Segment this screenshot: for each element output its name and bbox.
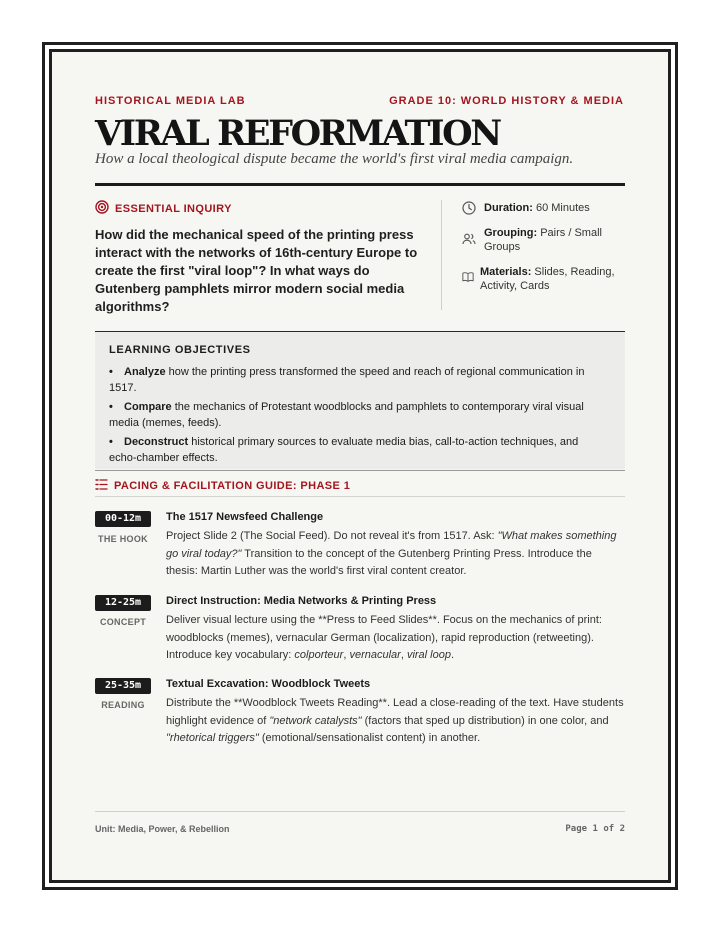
time-badge: 12-25m [95,595,151,611]
objective-verb: Analyze [124,366,166,378]
duration-value: 60 Minutes [535,202,590,214]
time-badge: 00-12m [95,511,151,527]
materials-value: Slides, Reading, Activity, Cards [480,266,615,292]
objective-item [109,399,607,431]
phase-label: THE HOOK [98,534,148,544]
objectives-bottom-rule [95,470,625,471]
bullet-icon: • [109,366,113,378]
segment-title: Direct Instruction: Media Networks & Printing Press [166,595,437,607]
objective-text: the mechanics of Protestant woodblocks and pamphlets to contemporary viral visual media (memes, feeds). [109,401,584,429]
page-title: VIRAL REFORMATION [95,113,500,154]
list-icon [95,478,108,494]
grouping-detail [462,226,612,254]
segment-body: Project Slide 2 (The Social Feed). Do not reveal it's from 1517. Ask: "What makes something go viral today?" Transition to the concept of the Gutenberg Printing Press. Introduce the thesis: Martin Luther was the world's first viral content creator. [166,530,617,577]
unit-footer: Unit: Media, Power, & Rebellion [95,824,230,834]
duration-detail [462,201,632,219]
essential-inquiry-heading [95,200,232,217]
essential-inquiry-label: ESSENTIAL INQUIRY [115,202,232,215]
segment-title: Textual Excavation: Woodblock Tweets [166,678,371,690]
grade-kicker: GRADE 10: WORLD HISTORY & MEDIA [389,95,624,107]
phase-label: CONCEPT [99,617,147,627]
learning-objectives-box [95,332,625,469]
target-icon [95,200,109,217]
segment-body: Deliver visual lecture using the **Press to Feed Slides**. Focus on the mechanics of print: woodblocks (memes), vernacular German (localization), rapid reproduction (retweeting). Introduce key vocabulary: colporteur, vernacular, viral loop. [166,614,602,661]
pacing-heading-rule [95,496,625,497]
page-subtitle: How a local theological dispute became the world's first viral media campaign. [95,151,574,167]
learning-objectives-title: LEARNING OBJECTIVES [109,344,251,356]
objective-item [109,434,607,466]
grouping-value: Pairs / Small Groups [484,227,602,253]
phase-label: READING [101,700,145,710]
segment-title: The 1517 Newsfeed Challenge [166,511,324,523]
time-badge: 25-35m [95,678,151,694]
essential-question: How did the mechanical speed of the printing press interact with the networks of 16th-century Europe to create the first "viral loop"? In what ways do Gutenberg pamphlets mirror modern social media algorithms? [95,227,418,314]
inquiry-divider [441,200,442,310]
footer-rule [95,811,625,812]
header-divider [95,183,625,186]
bullet-icon: • [109,436,113,448]
book-icon [462,271,474,293]
course-kicker: HISTORICAL MEDIA LAB [95,95,246,107]
materials-detail [462,265,622,293]
materials-label: Materials: [480,266,532,278]
segment-body: Distribute the **Woodblock Tweets Reading**. Lead a close-reading of the text. Have students highlight evidence of "network catalysts" (factors that sped up distribution) in one color, and "rhetorical triggers" (emotional/sensationalist content) in another. [166,697,624,744]
objective-item [109,364,607,396]
pacing-guide-label: PACING & FACILITATION GUIDE: PHASE 1 [114,480,351,492]
users-icon [462,232,478,254]
objective-text: historical primary sources to evaluate media bias, call-to-action techniques, and echo-chamber effects. [109,436,579,464]
objective-verb: Compare [124,401,172,413]
bullet-icon: • [109,401,113,413]
pacing-guide-heading [95,478,350,494]
grouping-label: Grouping: [484,227,538,239]
objective-verb: Deconstruct [124,436,189,448]
duration-label: Duration: [484,202,533,214]
clock-icon [462,201,478,219]
objective-text: how the printing press transformed the speed and reach of regional communication in 1517. [109,366,585,394]
page-number: Page 1 of 2 [565,824,625,834]
